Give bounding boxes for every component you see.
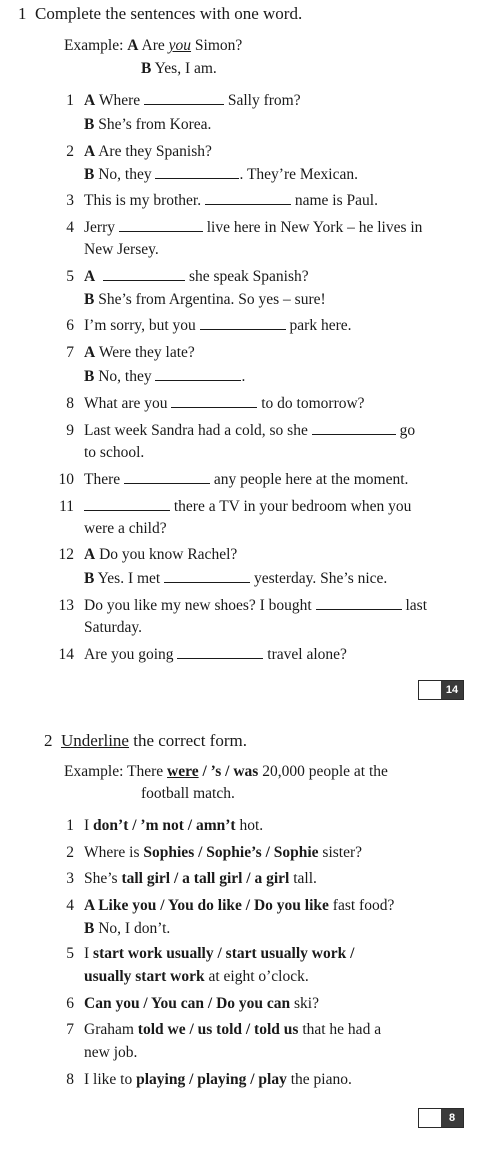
item-11-line2: were a child? (84, 520, 167, 537)
item-text: Jerry (84, 219, 119, 236)
item-1-line1 (84, 816, 263, 836)
item-8-line1 (84, 1070, 352, 1090)
item-number: 7 (66, 344, 74, 361)
item-text: there a TV in your bedroom when you (170, 498, 412, 515)
item-text: I’m sorry, but you (84, 317, 200, 334)
item-7-line2 (84, 1043, 137, 1063)
item-5-line2 (84, 967, 309, 987)
item-text: travel alone? (263, 646, 347, 663)
item-text: Do you know Rachel? (99, 546, 238, 563)
item-text: Sally from? (224, 92, 301, 109)
speaker-b: B (84, 570, 95, 587)
item-text: sister? (318, 844, 363, 861)
item-text: go (395, 422, 416, 439)
example-text: Are (141, 37, 169, 54)
answer-options[interactable]: Like you / You do like / Do you like (98, 897, 329, 914)
item-3-line1 (84, 191, 378, 211)
item-text: No, I don’t. (98, 920, 171, 937)
section1-score-box (418, 680, 464, 700)
item-text: What are you (84, 395, 172, 412)
item-14-line1 (84, 645, 347, 665)
item-number: 6 (66, 995, 74, 1012)
item-number: 1 (66, 92, 74, 109)
item-text: that he had a (298, 1021, 382, 1038)
section2-example-line2: football match. (141, 785, 235, 802)
answer-blank[interactable] (205, 191, 291, 205)
item-8-line1 (84, 394, 365, 414)
answer-options[interactable]: A (84, 897, 99, 914)
speaker-a: A (84, 546, 96, 563)
speaker-a: A (84, 268, 96, 285)
item-text: She’s (84, 870, 122, 887)
item-text: Graham (84, 1021, 138, 1038)
answer-blank[interactable] (103, 267, 185, 281)
item-13-line1 (84, 596, 427, 616)
example-option: ’s (210, 763, 222, 780)
item-4-line2: New Jersey. (84, 241, 159, 258)
speaker-a: A (84, 143, 96, 160)
example-text: There (127, 763, 168, 780)
item-text: No, they (98, 368, 156, 385)
item-number: 4 (66, 219, 74, 236)
item-4-line1 (84, 218, 422, 238)
item-text: Where (98, 92, 144, 109)
section2-score-total: 8 (441, 1109, 463, 1127)
answer-options[interactable]: don’t / ’m not / amn’t (93, 817, 236, 834)
example-option: was (233, 763, 259, 780)
item-text: the piano. (286, 1071, 352, 1088)
item-text: . (241, 368, 246, 385)
section2-example-line1 (64, 762, 388, 782)
speaker-b: B (84, 116, 95, 133)
item-text: This is my brother. (84, 192, 205, 209)
speaker-a: A (127, 37, 139, 54)
speaker-b: B (84, 291, 95, 308)
answer-blank[interactable] (84, 497, 170, 511)
item-2-line1 (84, 142, 212, 162)
item-text: tall. (289, 870, 317, 887)
item-text: There (84, 471, 125, 488)
item-1-line1 (84, 91, 301, 111)
example-label: Example: (64, 763, 124, 780)
example-separator: / (221, 763, 234, 780)
example-answer: you (168, 37, 192, 54)
answer-blank[interactable] (124, 470, 210, 484)
answer-blank[interactable] (155, 165, 239, 179)
answer-options[interactable]: B (84, 920, 99, 937)
answer-blank[interactable] (155, 367, 241, 381)
answer-blank[interactable] (200, 316, 286, 330)
item-text: yesterday. She’s nice. (250, 570, 388, 587)
item-text: She’s from Korea. (98, 116, 212, 133)
item-5-line2 (84, 290, 326, 310)
item-number: 12 (58, 546, 74, 563)
score-input-area[interactable] (419, 1109, 441, 1127)
item-text: Where is (84, 844, 144, 861)
item-number: 6 (66, 317, 74, 334)
answer-options[interactable]: told we / us told / told us (137, 1021, 299, 1038)
item-number: 7 (66, 1021, 74, 1038)
item-text: Are you going (84, 646, 178, 663)
answer-options[interactable]: tall girl / a tall girl / a girl (121, 870, 290, 887)
example-label: Example: (64, 37, 124, 54)
answer-options[interactable]: start work usually / start usually work / (93, 945, 355, 962)
item-9-line2: to school. (84, 444, 145, 461)
item-6-line1 (84, 316, 352, 336)
item-number: 8 (66, 395, 74, 412)
section1-number: 1 (18, 4, 27, 23)
item-number: 13 (58, 597, 74, 614)
answer-blank[interactable] (312, 421, 396, 435)
item-text: fast food? (328, 897, 395, 914)
answer-blank[interactable] (164, 569, 250, 583)
item-4-line1 (84, 896, 394, 916)
item-text: live here in New York – he lives in (202, 219, 423, 236)
item-13-line2: Saturday. (84, 619, 142, 636)
section2-number: 2 (44, 731, 53, 750)
item-2-line2 (84, 165, 358, 185)
answer-options[interactable]: usually start work (84, 968, 205, 985)
speaker-b: B (84, 166, 95, 183)
answer-blank[interactable] (144, 91, 224, 105)
item-text: I like to (84, 1071, 137, 1088)
item-text: any people here at the moment. (210, 471, 409, 488)
item-number: 9 (66, 422, 74, 439)
item-text: last (401, 597, 428, 614)
answer-blank[interactable] (119, 218, 203, 232)
item-text: I (84, 945, 94, 962)
item-text: to do tomorrow? (257, 395, 365, 412)
item-text: Do you like my new shoes? I bought (84, 597, 316, 614)
item-number: 2 (66, 844, 74, 861)
answer-blank[interactable] (316, 596, 402, 610)
section1-example-line2 (141, 59, 217, 79)
item-12-line2 (84, 569, 387, 589)
item-number: 3 (66, 192, 74, 209)
section2-instruction-underlined: Underline (61, 731, 129, 750)
item-5-line1 (84, 944, 354, 964)
item-9-line1 (84, 421, 415, 441)
section2-score-box (418, 1108, 464, 1128)
section2-instruction: the correct form. (128, 731, 247, 750)
item-5-line1 (84, 267, 309, 287)
item-7-line2 (84, 367, 245, 387)
item-7-line1 (84, 343, 195, 363)
item-number: 11 (59, 498, 74, 515)
section1-heading (18, 4, 302, 24)
item-1-line2 (84, 115, 211, 135)
item-number: 10 (58, 471, 74, 488)
item-number: 4 (66, 897, 74, 914)
item-2-line1 (84, 843, 362, 863)
item-text: . They’re Mexican. (239, 166, 358, 183)
example-text: Yes, I am. (154, 60, 217, 77)
item-6-line1 (84, 994, 319, 1014)
item-number: 5 (66, 268, 74, 285)
example-text: 20,000 people at the (258, 763, 388, 780)
item-number: 2 (66, 143, 74, 160)
item-3-line1 (84, 869, 317, 889)
answer-options[interactable]: playing / playing / play (136, 1071, 287, 1088)
item-text: name is Paul. (290, 192, 378, 209)
item-number: 14 (58, 646, 74, 663)
section1-score-total: 14 (441, 681, 463, 699)
item-text: Are they Spanish? (98, 143, 212, 160)
item-text: She’s from Argentina. So yes – sure! (98, 291, 326, 308)
section2-heading (44, 731, 247, 751)
item-number: 1 (66, 817, 74, 834)
item-12-line1 (84, 545, 237, 565)
speaker-b: B (141, 60, 152, 77)
item-text: I (84, 817, 94, 834)
answer-blank[interactable] (177, 645, 263, 659)
speaker-b: B (84, 368, 95, 385)
item-text: park here. (285, 317, 352, 334)
item-number: 5 (66, 945, 74, 962)
item-number: 3 (66, 870, 74, 887)
item-text: she speak Spanish? (185, 268, 309, 285)
answer-options[interactable]: Sophies / Sophie’s / Sophie (143, 844, 319, 861)
item-text: Yes. I met (97, 570, 165, 587)
item-text: Were they late? (98, 344, 195, 361)
item-text: ski? (290, 995, 319, 1012)
example-text: Simon? (191, 37, 243, 54)
item-text: No, they (98, 166, 156, 183)
item-10-line1 (84, 470, 408, 490)
item-11-line1 (84, 497, 411, 517)
example-answer: were (167, 763, 199, 780)
answer-options[interactable]: Can you / You can / Do you can (84, 995, 291, 1012)
answer-blank[interactable] (171, 394, 257, 408)
item-number: 8 (66, 1071, 74, 1088)
item-4-line2 (84, 919, 170, 939)
example-separator: / (198, 763, 211, 780)
item-text: new job. (84, 1044, 138, 1061)
section1-instruction: Complete the sentences with one word. (35, 4, 303, 23)
speaker-a: A (84, 92, 96, 109)
speaker-a: A (84, 344, 96, 361)
section1-example-line1 (64, 36, 242, 56)
item-text: hot. (235, 817, 264, 834)
item-7-line1 (84, 1020, 381, 1040)
score-input-area[interactable] (419, 681, 441, 699)
item-text: at eight o’clock. (204, 968, 309, 985)
item-text: Last week Sandra had a cold, so she (84, 422, 312, 439)
